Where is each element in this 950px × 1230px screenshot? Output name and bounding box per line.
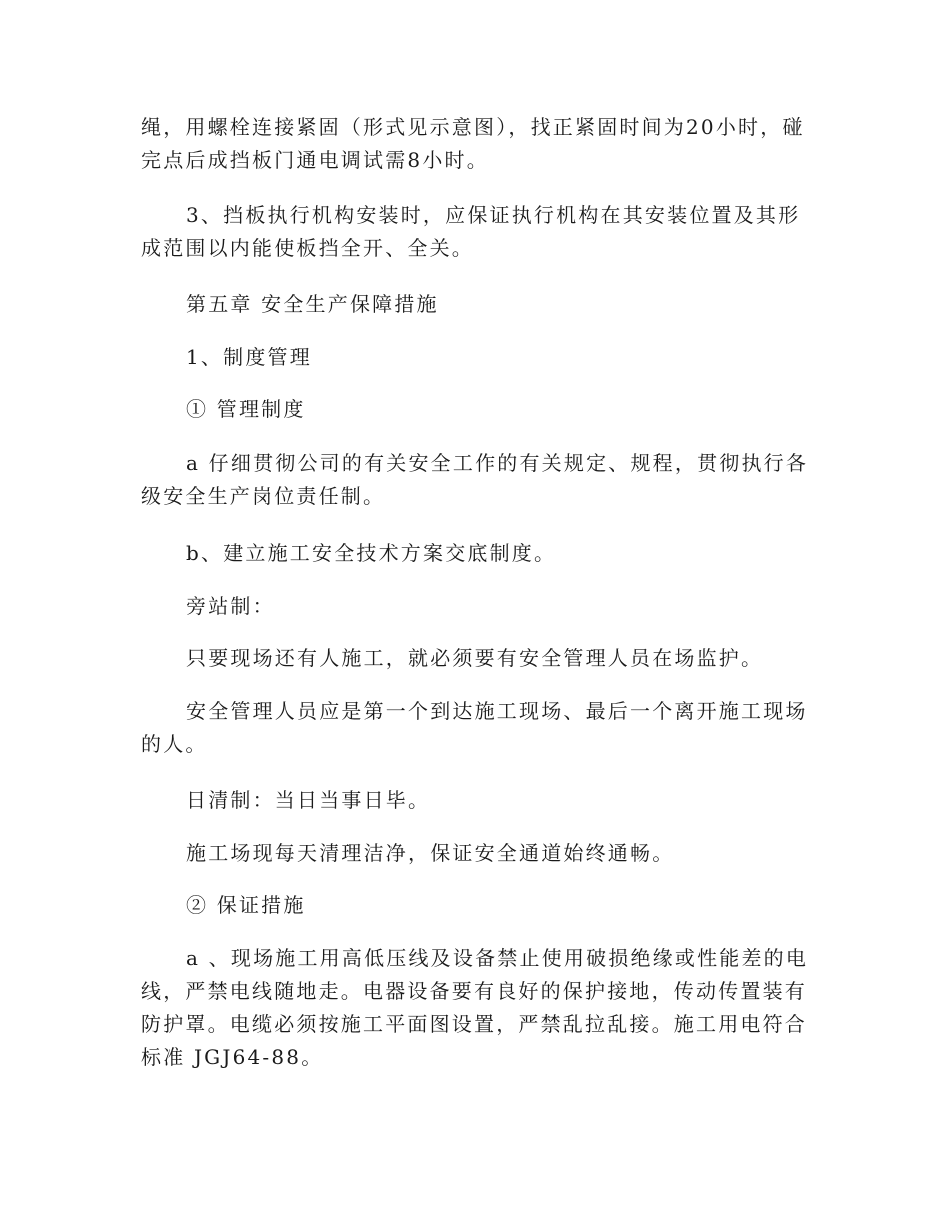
- subsection-heading-guarantee-measures: ② 保证措施: [186, 893, 306, 917]
- paragraph-site-cleaning: 施工场现每天清理洁净，保证安全通道始终通畅。: [186, 841, 675, 865]
- paragraph-continuation-time-estimate: 绳，用螺栓连接紧固（形式见示意图），找正紧固时间为20小时，碰完点后成挡板门通电调试需8小时。: [141, 115, 805, 172]
- paragraph-standby-system: 旁站制：: [186, 594, 275, 618]
- chapter-heading: 第五章 安全生产保障措施: [186, 292, 439, 316]
- section-heading-system-management: 1、制度管理: [186, 345, 312, 369]
- subsection-heading-management-rules: ① 管理制度: [186, 397, 306, 421]
- paragraph-item-b: b、建立施工安全技术方案交底制度。: [186, 541, 557, 565]
- paragraph-daily-clearance: 日清制：当日当事日毕。: [186, 788, 431, 812]
- paragraph-item-a: a 仔细贯彻公司的有关安全工作的有关规定、规程，贯彻执行各级安全生产岗位责任制。: [141, 451, 809, 508]
- paragraph-electrical-safety: a 、现场施工用高低压线及设备禁止使用破损绝缘或性能差的电线，严禁电线随地走。电器设备要有良好的保护接地，传动传置装有防护罩。电缆必须按施工平面图设置，严禁乱拉乱接。施工用电符合标准 JGJ64-88。: [141, 946, 809, 1069]
- paragraph-actuator-installation: 3、挡板执行机构安装时，应保证执行机构在其安装位置及其形成范围以内能使板挡全开、全关。: [141, 203, 801, 260]
- paragraph-safety-manager-duty: 安全管理人员应是第一个到达施工现场、最后一个离开施工现场的人。: [141, 699, 808, 756]
- paragraph-onsite-supervision: 只要现场还有人施工，就必须要有安全管理人员在场监护。: [186, 646, 764, 670]
